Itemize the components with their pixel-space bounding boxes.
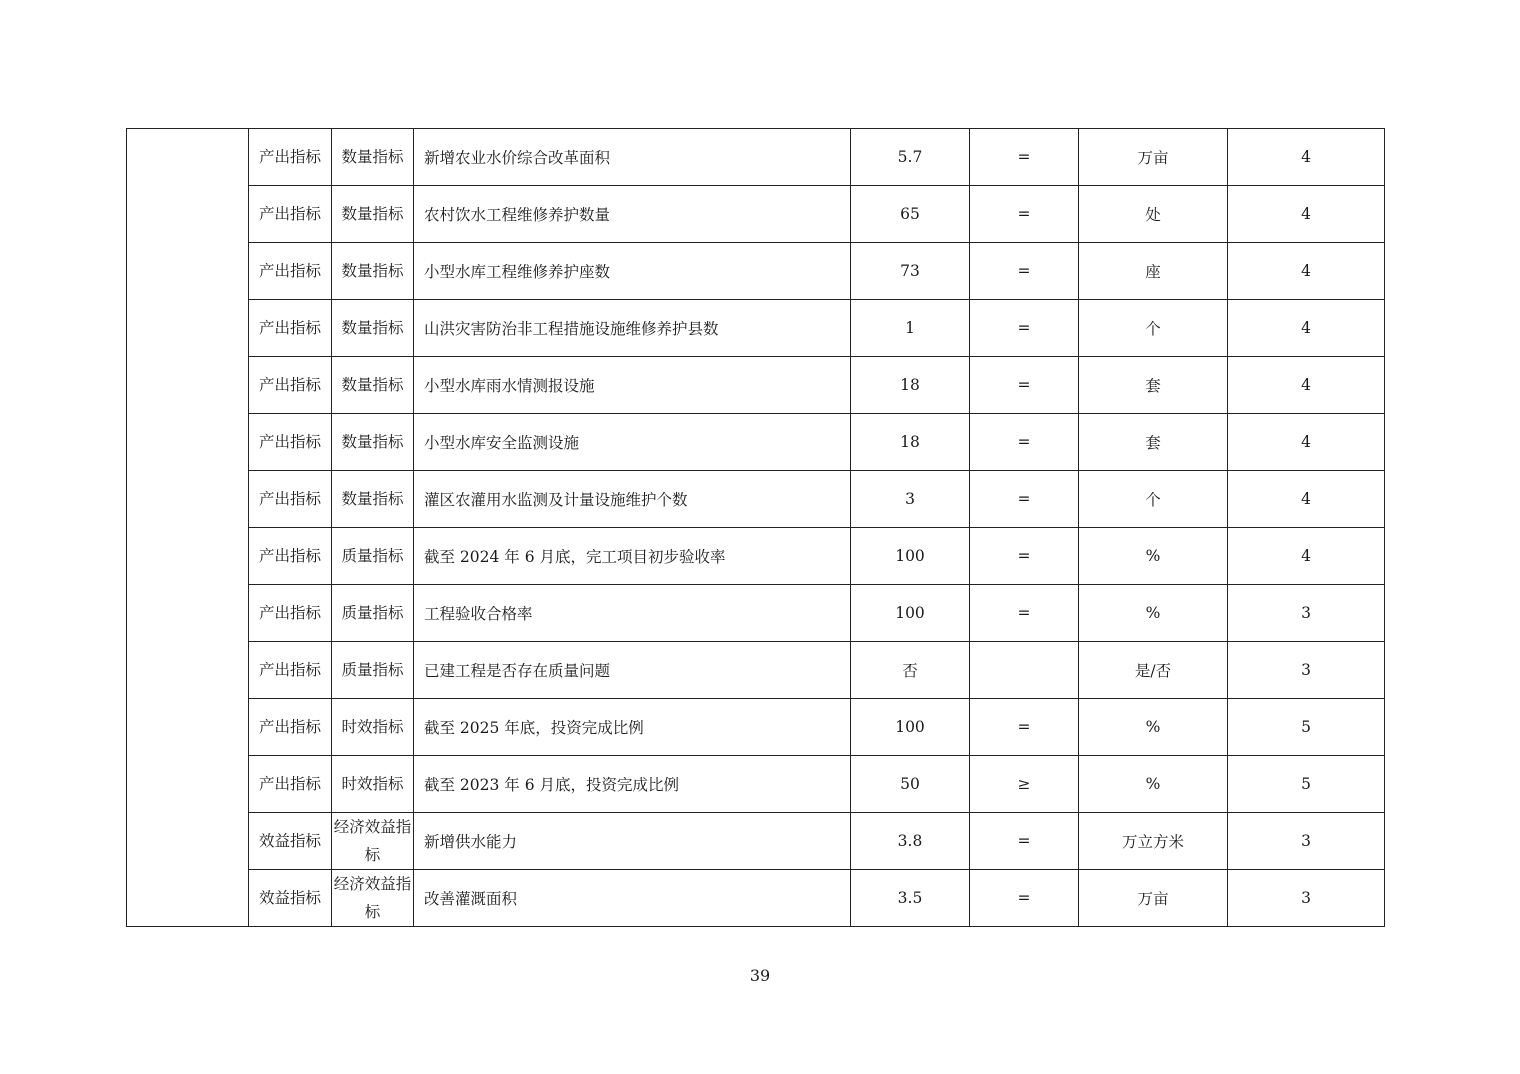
indicator-name-cell: 截至 2025 年底，投资完成比例: [414, 699, 851, 756]
table-row: [127, 243, 1385, 300]
weight-cell: 3: [1228, 813, 1385, 870]
indicator-name-cell: 小型水库安全监测设施: [414, 414, 851, 471]
indicator-name-cell: 改善灌溉面积: [414, 870, 851, 927]
indicator-value-cell: 18: [851, 357, 970, 414]
indicator-name-cell: 农村饮水工程维修养护数量: [414, 186, 851, 243]
indicator-value-cell: 3: [851, 471, 970, 528]
unit-cell: 个: [1079, 471, 1228, 528]
level2-indicator-cell: 数量指标: [332, 357, 414, 414]
table-row: [127, 699, 1385, 756]
table-row: [127, 357, 1385, 414]
level1-indicator-cell: 产出指标: [249, 243, 332, 300]
unit-cell: 是/否: [1079, 642, 1228, 699]
level2-indicator-cell: 数量指标: [332, 186, 414, 243]
merged-category-cell: [127, 129, 249, 927]
weight-cell: 3: [1228, 585, 1385, 642]
level1-indicator-cell: 产出指标: [249, 756, 332, 813]
weight-cell: 3: [1228, 870, 1385, 927]
unit-cell: 套: [1079, 414, 1228, 471]
indicator-name-cell: 山洪灾害防治非工程措施设施维修养护县数: [414, 300, 851, 357]
operator-cell: [970, 642, 1079, 699]
level1-indicator-cell: 产出指标: [249, 357, 332, 414]
operator-cell: =: [970, 585, 1079, 642]
unit-cell: %: [1079, 699, 1228, 756]
weight-cell: 4: [1228, 414, 1385, 471]
table-row: [127, 870, 1385, 927]
table-row: [127, 300, 1385, 357]
table-row: [127, 129, 1385, 186]
level2-indicator-cell: 质量指标: [332, 585, 414, 642]
level2-indicator-cell: 质量指标: [332, 642, 414, 699]
table-row: [127, 585, 1385, 642]
level1-indicator-cell: 产出指标: [249, 471, 332, 528]
level1-indicator-cell: 产出指标: [249, 129, 332, 186]
operator-cell: ≥: [970, 756, 1079, 813]
table-body: [127, 129, 1385, 927]
indicator-name-cell: 截至 2023 年 6 月底，投资完成比例: [414, 756, 851, 813]
indicator-value-cell: 5.7: [851, 129, 970, 186]
indicator-name-cell: 工程验收合格率: [414, 585, 851, 642]
table-row: [127, 471, 1385, 528]
weight-cell: 4: [1228, 528, 1385, 585]
unit-cell: 座: [1079, 243, 1228, 300]
operator-cell: =: [970, 129, 1079, 186]
weight-cell: 3: [1228, 642, 1385, 699]
operator-cell: =: [970, 357, 1079, 414]
indicator-name-cell: 小型水库工程维修养护座数: [414, 243, 851, 300]
unit-cell: 万立方米: [1079, 813, 1228, 870]
indicator-value-cell: 100: [851, 528, 970, 585]
level1-indicator-cell: 产出指标: [249, 414, 332, 471]
level2-indicator-cell: 数量指标: [332, 129, 414, 186]
level1-indicator-cell: 产出指标: [249, 528, 332, 585]
indicator-value-cell: 否: [851, 642, 970, 699]
level2-indicator-cell: 数量指标: [332, 243, 414, 300]
operator-cell: =: [970, 528, 1079, 585]
level2-indicator-cell: 时效指标: [332, 756, 414, 813]
weight-cell: 4: [1228, 186, 1385, 243]
operator-cell: =: [970, 243, 1079, 300]
level1-indicator-cell: 产出指标: [249, 300, 332, 357]
level2-indicator-cell: 经济效益指标: [332, 813, 414, 870]
weight-cell: 4: [1228, 357, 1385, 414]
performance-indicator-table: [126, 128, 1385, 927]
indicator-name-cell: 新增农业水价综合改革面积: [414, 129, 851, 186]
indicator-value-cell: 100: [851, 699, 970, 756]
weight-cell: 4: [1228, 129, 1385, 186]
indicator-name-cell: 已建工程是否存在质量问题: [414, 642, 851, 699]
operator-cell: =: [970, 186, 1079, 243]
level2-indicator-cell: 数量指标: [332, 471, 414, 528]
level1-indicator-cell: 产出指标: [249, 642, 332, 699]
weight-cell: 4: [1228, 243, 1385, 300]
indicator-name-cell: 新增供水能力: [414, 813, 851, 870]
level1-indicator-cell: 产出指标: [249, 585, 332, 642]
unit-cell: 个: [1079, 300, 1228, 357]
operator-cell: =: [970, 471, 1079, 528]
indicator-value-cell: 1: [851, 300, 970, 357]
indicator-value-cell: 18: [851, 414, 970, 471]
indicator-value-cell: 3.8: [851, 813, 970, 870]
level2-indicator-cell: 经济效益指标: [332, 870, 414, 927]
weight-cell: 4: [1228, 471, 1385, 528]
unit-cell: %: [1079, 585, 1228, 642]
indicator-value-cell: 3.5: [851, 870, 970, 927]
level2-indicator-cell: 质量指标: [332, 528, 414, 585]
page-number: 39: [749, 966, 771, 985]
level1-indicator-cell: 效益指标: [249, 870, 332, 927]
level1-indicator-cell: 效益指标: [249, 813, 332, 870]
operator-cell: =: [970, 870, 1079, 927]
indicator-value-cell: 50: [851, 756, 970, 813]
level2-indicator-cell: 数量指标: [332, 414, 414, 471]
table-row: [127, 414, 1385, 471]
table-row: [127, 642, 1385, 699]
unit-cell: %: [1079, 756, 1228, 813]
weight-cell: 5: [1228, 699, 1385, 756]
unit-cell: %: [1079, 528, 1228, 585]
unit-cell: 处: [1079, 186, 1228, 243]
indicator-value-cell: 73: [851, 243, 970, 300]
table-row: [127, 186, 1385, 243]
table-row: [127, 813, 1385, 870]
level2-indicator-cell: 时效指标: [332, 699, 414, 756]
level2-indicator-cell: 数量指标: [332, 300, 414, 357]
level1-indicator-cell: 产出指标: [249, 186, 332, 243]
unit-cell: 套: [1079, 357, 1228, 414]
indicator-value-cell: 65: [851, 186, 970, 243]
table-row: [127, 528, 1385, 585]
level1-indicator-cell: 产出指标: [249, 699, 332, 756]
indicator-name-cell: 截至 2024 年 6 月底，完工项目初步验收率: [414, 528, 851, 585]
indicator-value-cell: 100: [851, 585, 970, 642]
operator-cell: =: [970, 300, 1079, 357]
unit-cell: 万亩: [1079, 129, 1228, 186]
indicator-name-cell: 灌区农灌用水监测及计量设施维护个数: [414, 471, 851, 528]
weight-cell: 5: [1228, 756, 1385, 813]
unit-cell: 万亩: [1079, 870, 1228, 927]
weight-cell: 4: [1228, 300, 1385, 357]
operator-cell: =: [970, 813, 1079, 870]
operator-cell: =: [970, 414, 1079, 471]
indicator-name-cell: 小型水库雨水情测报设施: [414, 357, 851, 414]
operator-cell: =: [970, 699, 1079, 756]
table-row: [127, 756, 1385, 813]
